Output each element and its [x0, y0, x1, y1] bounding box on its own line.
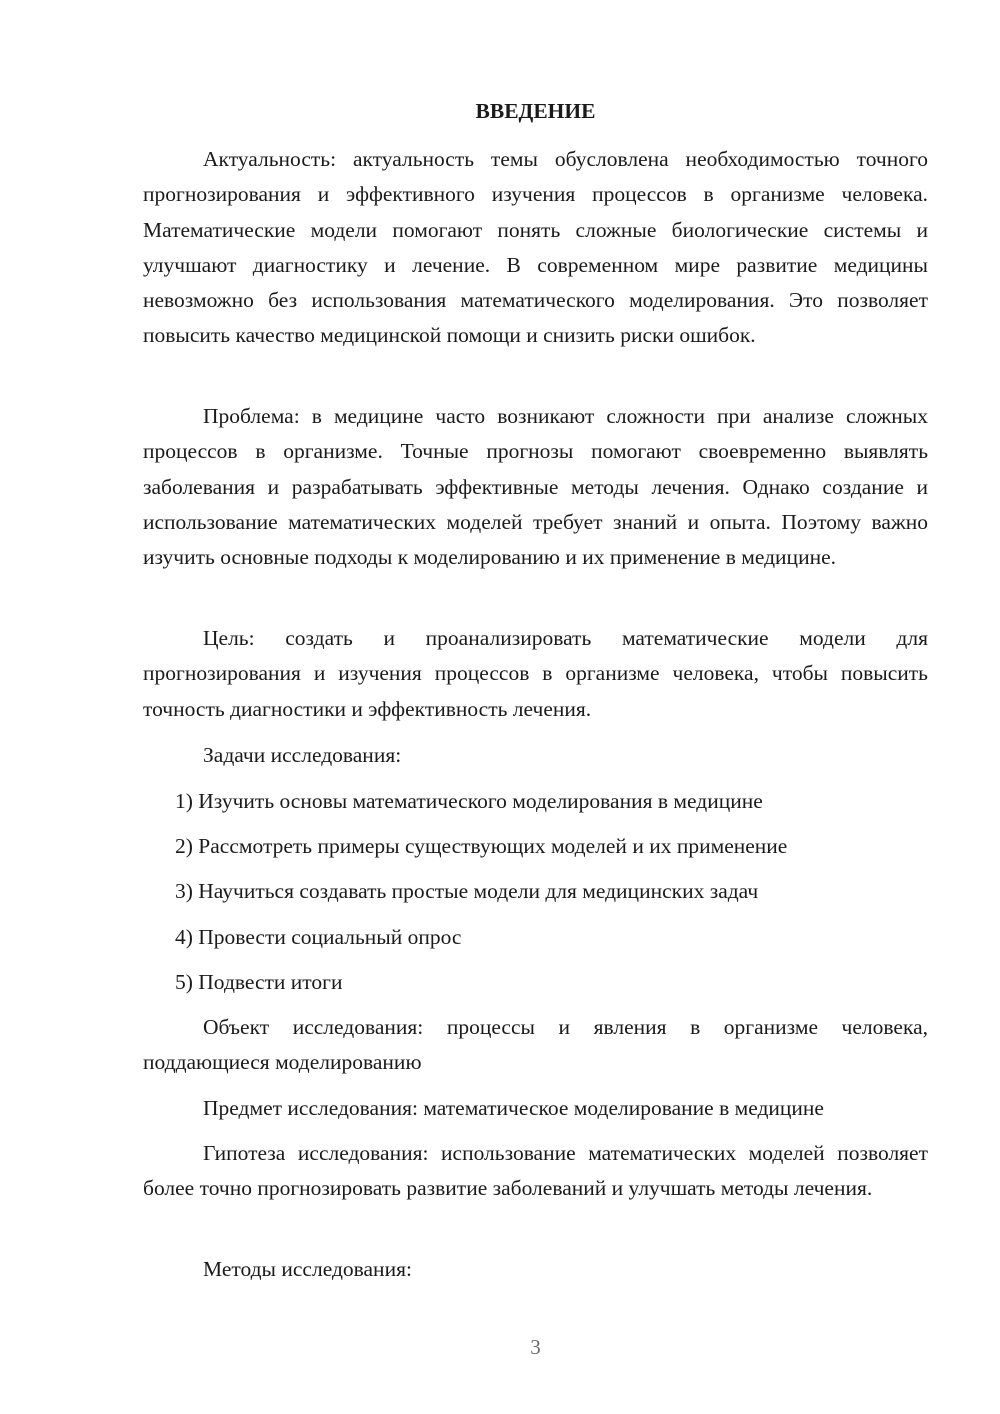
subject-paragraph: Предмет исследования: математическое моделирование в медицине: [203, 1096, 824, 1120]
list-item: 3) Научиться создавать простые модели для медицинских задач: [175, 879, 759, 903]
methods-heading: Методы исследования:: [203, 1257, 412, 1281]
list-item: 1) Изучить основы математического моделирования в медицине: [175, 789, 763, 813]
object-paragraph: Объект исследования: процессы и явления в организме человека, поддающиеся моделированию: [143, 1015, 928, 1075]
list-item: 5) Подвести итоги: [175, 970, 343, 994]
list-item: 4) Провести социальный опрос: [175, 925, 462, 949]
page-number: 3: [530, 1335, 541, 1359]
document-page: [143, 0, 928, 1414]
hypothesis-paragraph: Гипотеза исследования: использование математических моделей позволяет более точно прогнозировать развитие заболеваний и улучшать методы лечения.: [143, 1141, 928, 1201]
tasks-heading: Задачи исследования:: [203, 743, 402, 767]
page-title: ВВЕДЕНИЕ: [475, 99, 596, 123]
goal-paragraph: Цель: создать и проанализировать математические модели для прогнозирования и изучения процессов в организме человека, чтобы повысить точность диагностики и эффективность лечения.: [143, 626, 928, 721]
relevance-paragraph: Актуальность: актуальность темы обусловлена необходимостью точного прогнозирования и эффективного изучения процессов в организме человека. Математические модели помогают понять сложные биологические системы и улучшают диагностику и лечение. В современном мире развитие медицины невозможно без использования математического моделирования. Это позволяет повысить качество медицинской помощи и снизить риски ошибок.: [143, 147, 928, 348]
problem-paragraph: Проблема: в медицине часто возникают сложности при анализе сложных процессов в организме. Точные прогнозы помогают своевременно выявлять заболевания и разрабатывать эффективные методы лечения. Однако создание и использование математических моделей требует знаний и опыта. Поэтому важно изучить основные подходы к моделированию и их применение в медицине.: [143, 404, 928, 570]
list-item: 2) Рассмотреть примеры существующих моделей и их применение: [175, 834, 788, 858]
